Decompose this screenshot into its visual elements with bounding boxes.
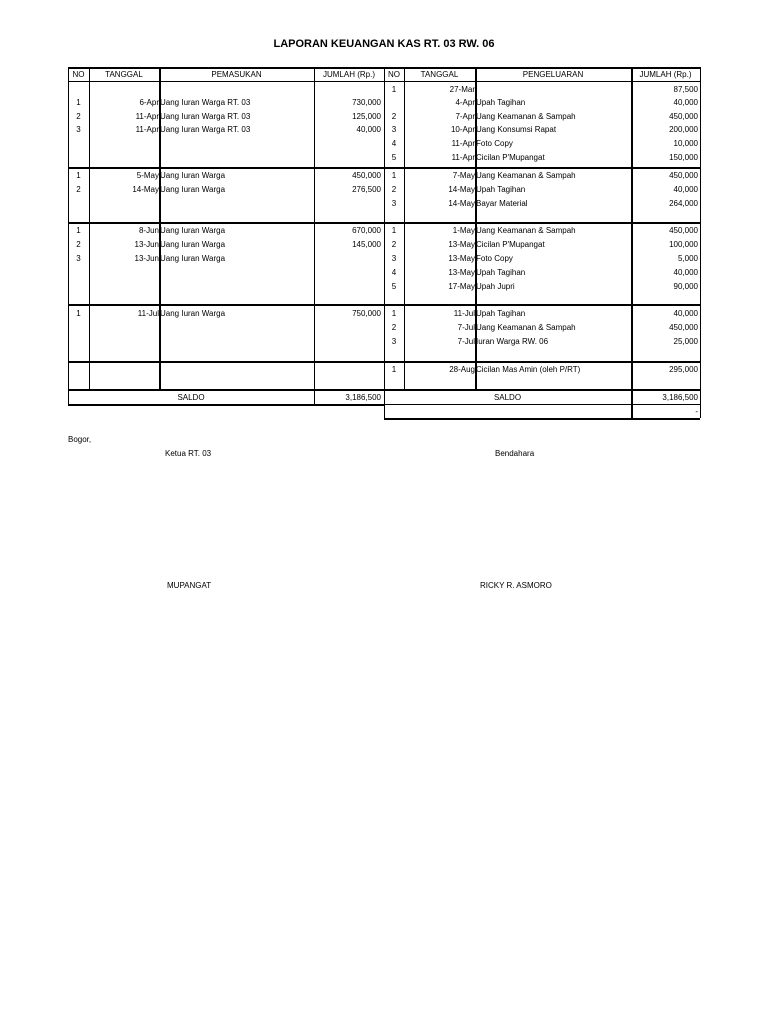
expense-amount: 90,000 bbox=[673, 282, 698, 291]
expense-desc: Upah Jupri bbox=[476, 282, 515, 291]
expense-no: 3 bbox=[391, 254, 397, 263]
income-date: 11-Jul bbox=[137, 309, 159, 318]
expense-date: 11-Apr bbox=[451, 153, 475, 162]
income-no: 1 bbox=[76, 98, 81, 107]
header-pemasukan: PEMASUKAN bbox=[211, 70, 262, 79]
expense-desc: Uang Keamanan & Sampah bbox=[476, 171, 576, 180]
income-no: 3 bbox=[76, 125, 81, 134]
expense-no: 4 bbox=[391, 139, 397, 148]
income-desc: Uang Iuran Warga bbox=[160, 226, 226, 235]
expense-amount: 5,000 bbox=[677, 254, 698, 263]
expense-date: 7-Jul bbox=[457, 337, 475, 346]
expense-no: 2 bbox=[391, 240, 397, 249]
saldo-amount: 3,186,500 bbox=[662, 393, 698, 402]
income-desc: Uang Iuran Warga RT. 03 bbox=[160, 98, 251, 107]
expense-desc: Uang Keamanan & Sampah bbox=[476, 323, 576, 332]
bendahara-name: RICKY R. ASMORO bbox=[480, 581, 552, 590]
expense-amount: 40,000 bbox=[673, 309, 698, 318]
income-no: 2 bbox=[76, 240, 81, 249]
expense-desc: Iuran Warga RW. 06 bbox=[476, 337, 549, 346]
expense-no: 1 bbox=[391, 85, 397, 94]
income-no: 2 bbox=[76, 112, 81, 121]
expense-amount: 100,000 bbox=[669, 240, 698, 249]
expense-desc: Upah Tagihan bbox=[476, 98, 526, 107]
ketua-title: Ketua RT. 03 bbox=[165, 449, 212, 458]
expense-desc: Cicilan P'Mupangat bbox=[476, 153, 545, 162]
income-date: 14-May bbox=[132, 185, 159, 194]
ketua-name: MUPANGAT bbox=[167, 581, 212, 590]
expense-date: 13-May bbox=[448, 254, 475, 263]
expense-amount: 295,000 bbox=[669, 365, 698, 374]
income-date: 6-Apr bbox=[139, 98, 159, 107]
expense-amount: 450,000 bbox=[669, 323, 698, 332]
income-desc: Uang Iuran Warga bbox=[160, 171, 226, 180]
expense-desc: Upah Tagihan bbox=[476, 268, 526, 277]
income-amount: 40,000 bbox=[356, 125, 381, 134]
income-date: 8-Jun bbox=[138, 226, 159, 235]
report-title: LAPORAN KEUANGAN KAS RT. 03 RW. 06 bbox=[273, 38, 495, 50]
expense-no: 2 bbox=[391, 323, 397, 332]
expense-no: 1 bbox=[391, 171, 397, 180]
expense-date: 13-May bbox=[448, 240, 475, 249]
income-date: 11-Apr bbox=[135, 125, 159, 134]
income-date: 13-Jun bbox=[134, 240, 159, 249]
expense-desc: Upah Tagihan bbox=[476, 185, 526, 194]
place-label: Bogor, bbox=[68, 435, 92, 444]
expense-no: 5 bbox=[391, 282, 397, 291]
income-amount: 730,000 bbox=[352, 98, 381, 107]
expense-amount: 40,000 bbox=[673, 185, 698, 194]
header-tanggal: TANGGAL bbox=[420, 70, 459, 79]
expense-date: 14-May bbox=[448, 199, 475, 208]
income-date: 5-May bbox=[136, 171, 159, 180]
expense-amount: 200,000 bbox=[669, 125, 698, 134]
income-amount: 125,000 bbox=[352, 112, 381, 121]
expense-no: 2 bbox=[391, 185, 397, 194]
expense-date: 17-May bbox=[448, 282, 475, 291]
income-date: 13-Jun bbox=[134, 254, 159, 263]
col-border bbox=[700, 67, 701, 418]
expense-no: 2 bbox=[391, 112, 397, 121]
saldo-remainder: - bbox=[695, 407, 698, 416]
expense-desc: Uang Keamanan & Sampah bbox=[476, 112, 576, 121]
expense-no: 3 bbox=[391, 337, 397, 346]
expense-amount: 40,000 bbox=[673, 268, 698, 277]
header-jumlah: JUMLAH (Rp.) bbox=[639, 70, 692, 79]
income-desc: Uang Iuran Warga bbox=[160, 185, 226, 194]
saldo-amount: 3,186,500 bbox=[345, 393, 381, 402]
header-no: NO bbox=[72, 70, 85, 79]
header-jumlah: JUMLAH (Rp.) bbox=[322, 70, 375, 79]
expense-date: 7-Jul bbox=[457, 323, 475, 332]
expense-date: 14-May bbox=[448, 185, 475, 194]
expense-date: 7-Apr bbox=[455, 112, 475, 121]
expense-no: 3 bbox=[391, 199, 397, 208]
income-desc: Uang Iuran Warga bbox=[160, 254, 226, 263]
income-desc: Uang Iuran Warga bbox=[160, 240, 226, 249]
expense-no: 5 bbox=[391, 153, 397, 162]
expense-date: 11-Jul bbox=[453, 309, 475, 318]
expense-amount: 450,000 bbox=[669, 226, 698, 235]
income-amount: 670,000 bbox=[352, 226, 381, 235]
saldo-bottom-right-border bbox=[384, 404, 700, 405]
expense-no: 3 bbox=[391, 125, 397, 134]
expense-no: 1 bbox=[391, 309, 397, 318]
expense-desc: Upah Tagihan bbox=[476, 309, 526, 318]
expense-date: 7-May bbox=[452, 171, 475, 180]
expense-desc: Uang Konsumsi Rapat bbox=[476, 125, 557, 134]
income-date: 11-Apr bbox=[135, 112, 159, 121]
expense-desc: Cicilan P'Mupangat bbox=[476, 240, 545, 249]
expense-amount: 450,000 bbox=[669, 112, 698, 121]
expense-desc: Bayar Material bbox=[476, 199, 528, 208]
saldo-bottom-left-border bbox=[68, 404, 384, 406]
saldo-label: SALDO bbox=[493, 393, 522, 402]
income-desc: Uang Iuran Warga bbox=[160, 309, 226, 318]
header-pengeluaran: PENGELUARAN bbox=[522, 70, 584, 79]
bendahara-title: Bendahara bbox=[495, 449, 535, 458]
expense-amount: 150,000 bbox=[669, 153, 698, 162]
income-desc: Uang Iuran Warga RT. 03 bbox=[160, 125, 251, 134]
expense-no: 4 bbox=[391, 268, 397, 277]
expense-amount: 87,500 bbox=[673, 85, 698, 94]
expense-no: 1 bbox=[391, 226, 397, 235]
income-no: 1 bbox=[76, 171, 81, 180]
income-no: 2 bbox=[76, 185, 81, 194]
expense-amount: 25,000 bbox=[673, 337, 698, 346]
expense-desc: Cicilan Mas Amin (oleh P/RT) bbox=[476, 365, 581, 374]
expense-date: 1-May bbox=[452, 226, 475, 235]
expense-date: 28-Aug bbox=[449, 365, 475, 374]
income-no: 1 bbox=[76, 226, 81, 235]
expense-date: 13-May bbox=[448, 268, 475, 277]
expense-date: 11-Apr bbox=[451, 139, 475, 148]
table-bottom-right-border bbox=[384, 418, 700, 420]
expense-date: 4-Apr bbox=[455, 98, 475, 107]
expense-desc: Foto Copy bbox=[476, 254, 513, 263]
expense-amount: 264,000 bbox=[669, 199, 698, 208]
expense-desc: Foto Copy bbox=[476, 139, 513, 148]
income-amount: 450,000 bbox=[352, 171, 381, 180]
income-amount: 276,500 bbox=[352, 185, 381, 194]
expense-no: 1 bbox=[391, 365, 397, 374]
income-desc: Uang Iuran Warga RT. 03 bbox=[160, 112, 251, 121]
income-no: 1 bbox=[76, 309, 81, 318]
expense-amount: 10,000 bbox=[673, 139, 698, 148]
expense-date: 27-Mar bbox=[449, 85, 475, 94]
expense-date: 10-Apr bbox=[450, 125, 475, 134]
expense-amount: 450,000 bbox=[669, 171, 698, 180]
income-amount: 750,000 bbox=[352, 309, 381, 318]
expense-amount: 40,000 bbox=[673, 98, 698, 107]
saldo-label: SALDO bbox=[177, 393, 205, 402]
income-no: 3 bbox=[76, 254, 81, 263]
header-no: NO bbox=[388, 70, 400, 79]
expense-desc: Uang Keamanan & Sampah bbox=[476, 226, 576, 235]
income-amount: 145,000 bbox=[352, 240, 381, 249]
header-tanggal: TANGGAL bbox=[105, 70, 143, 79]
